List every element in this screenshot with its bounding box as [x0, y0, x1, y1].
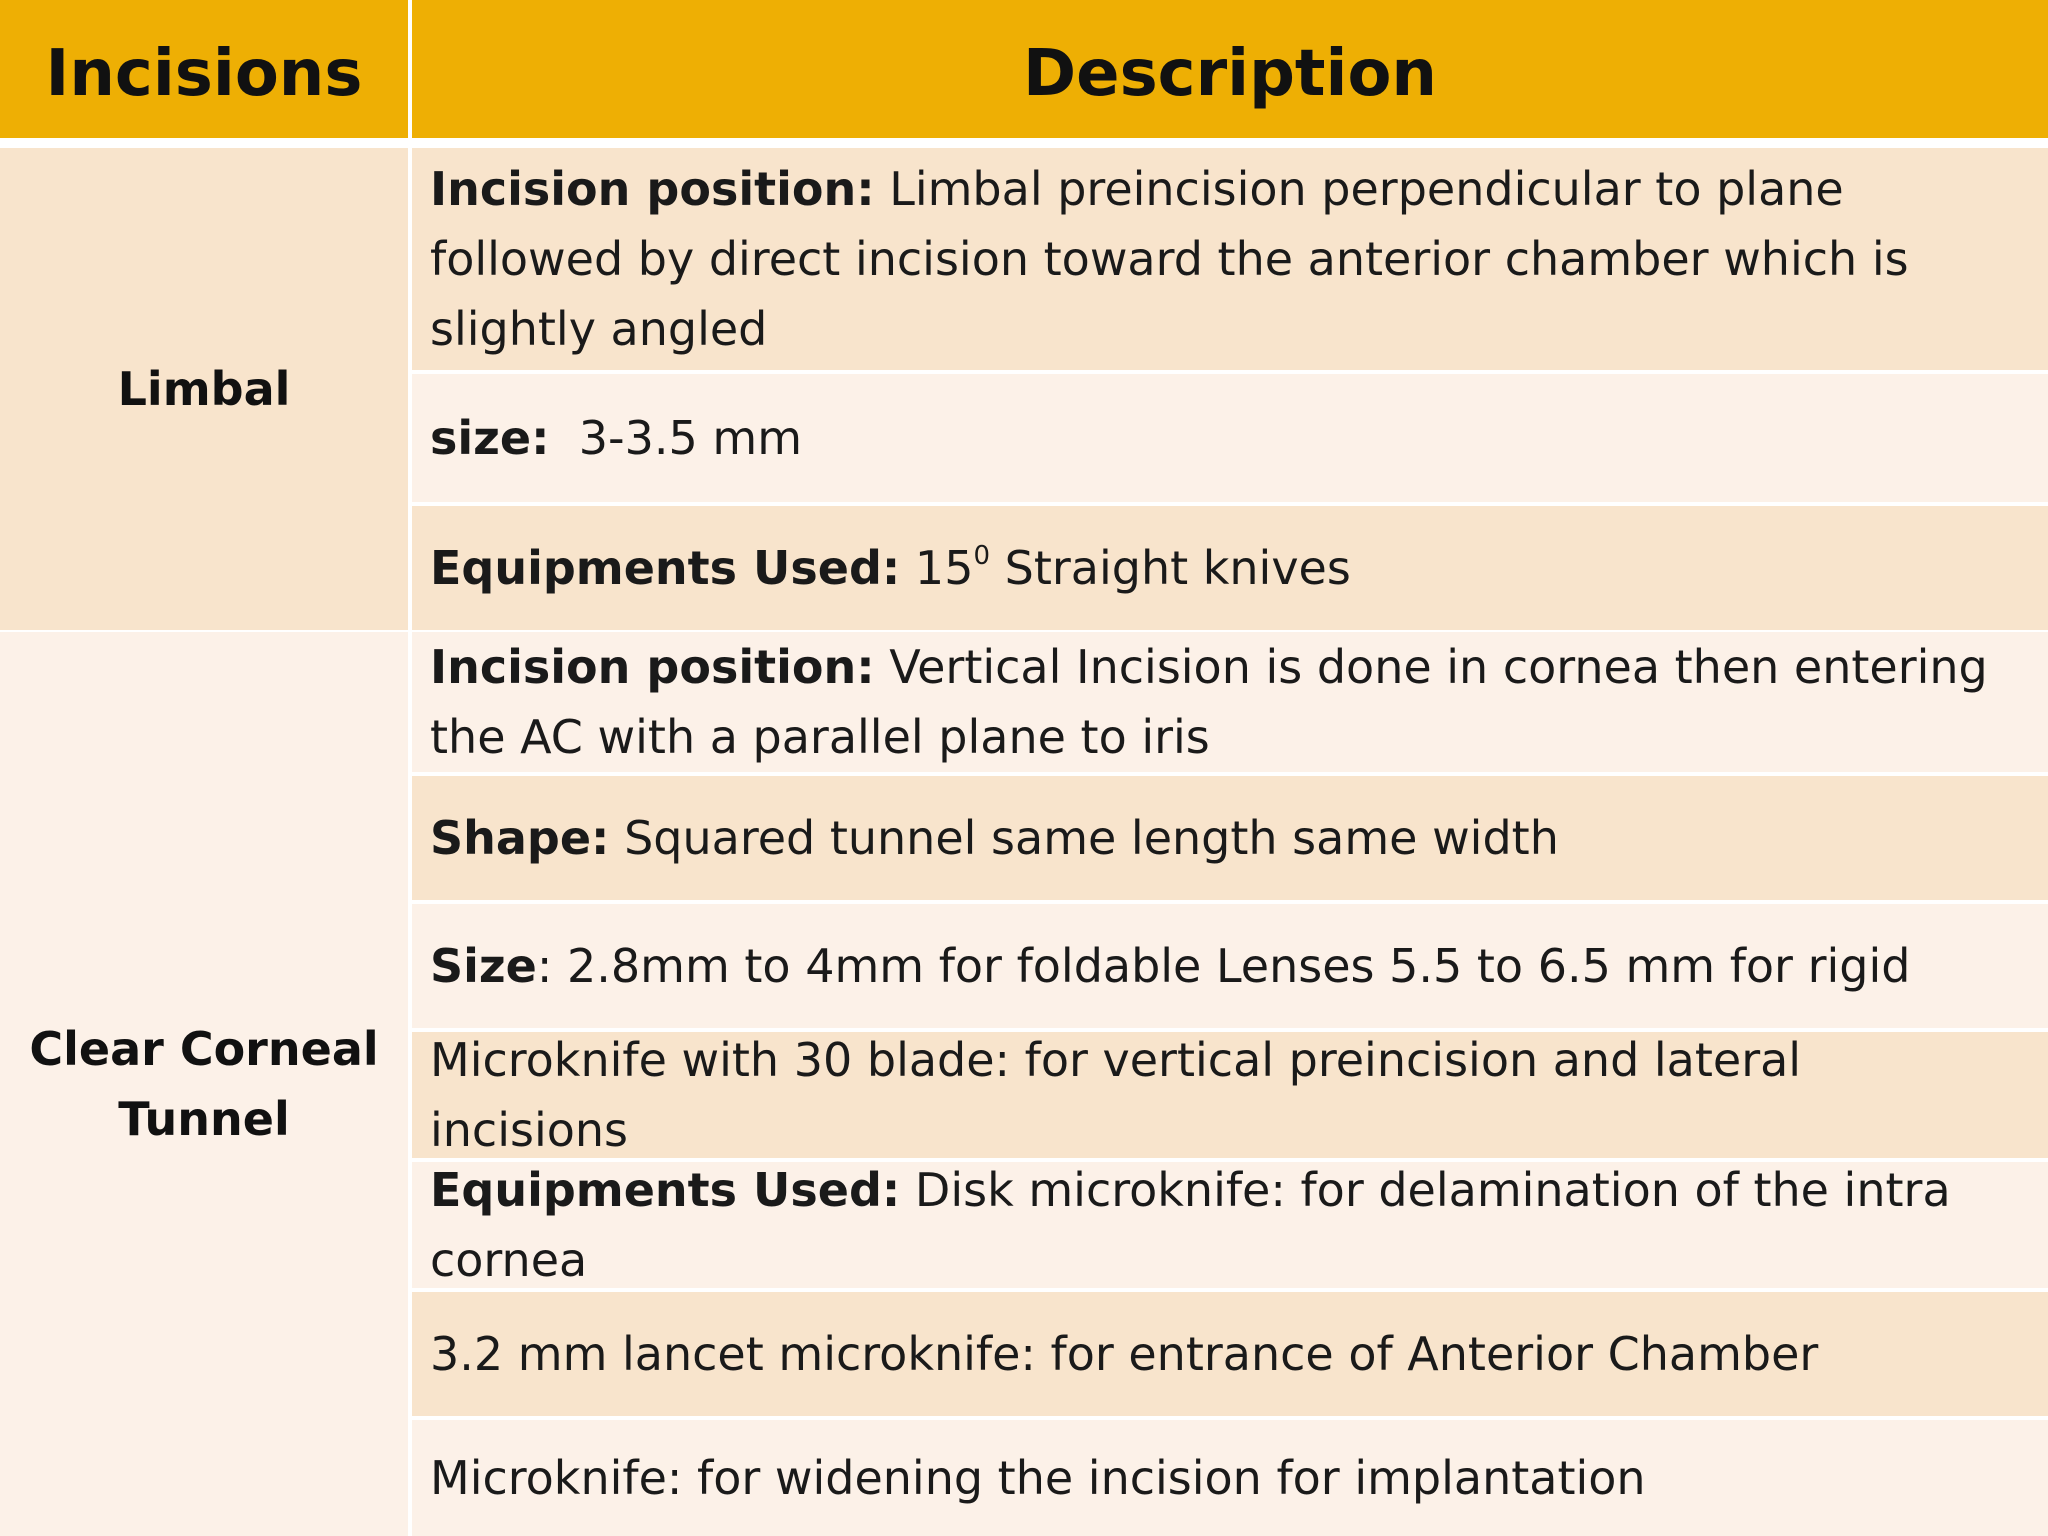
limbal-equipment-text — [430, 533, 1351, 603]
row-value: Vertical Incision is done in cornea then entering the AC with a parallel plane to iris — [430, 640, 1988, 764]
row-value: 15 — [900, 541, 974, 595]
ccl-equipment-text — [430, 1155, 2008, 1295]
ccl-incision-position-text — [430, 632, 2008, 772]
row-label: Incision position: — [430, 640, 875, 694]
degree-superscript: 0 — [973, 541, 991, 571]
ccl-microknife-30-row — [412, 1032, 2048, 1158]
row-value: Limbal preincision perpendicular to plane followed by direct incision toward the anterior chamber which is slightly angled — [430, 162, 1909, 356]
row-value: Disk microknife: for delamination of the intra cornea — [430, 1163, 1951, 1287]
row-label: Incision position: — [430, 162, 875, 216]
ccl-widening-row — [412, 1420, 2048, 1536]
row-value: Squared tunnel same length same width — [609, 811, 1559, 865]
ccl-incision-position-row — [412, 632, 2048, 772]
limbal-equipment-row — [412, 506, 2048, 630]
category-limbal-label: Limbal — [117, 362, 291, 416]
ccl-lancet-row — [412, 1292, 2048, 1416]
ccl-shape-row — [412, 776, 2048, 900]
category-clear-corneal-tunnel — [0, 632, 408, 1536]
category-line-2: Tunnel — [118, 1092, 290, 1146]
category-limbal — [0, 148, 408, 630]
row-label: Shape: — [430, 811, 610, 865]
limbal-incision-position-text — [430, 154, 2008, 364]
limbal-size-row — [412, 374, 2048, 502]
ccl-shape-text — [430, 803, 1559, 873]
ccl-widening-text: Microknife: for widening the incision for implantation — [430, 1451, 1646, 1505]
row-label: Equipments Used: — [430, 541, 901, 595]
row-value-2: Straight knives — [990, 541, 1351, 595]
row-value: : 2.8mm to 4mm for foldable Lenses 5.5 to 6.5 mm for rigid — [536, 939, 1911, 993]
row-label: Equipments Used: — [430, 1163, 901, 1217]
ccl-size-text — [430, 931, 1910, 1001]
limbal-size-text — [430, 403, 802, 473]
row-label: size: — [430, 411, 550, 465]
limbal-incision-position-row — [412, 148, 2048, 370]
ccl-lancet-text: 3.2 mm lancet microknife: for entrance of Anterior Chamber — [430, 1327, 1819, 1381]
row-label: Size — [430, 939, 537, 993]
header-description: Description — [412, 0, 2048, 138]
category-line-1: Clear Corneal — [29, 1022, 379, 1076]
ccl-size-row — [412, 904, 2048, 1028]
ccl-microknife-30-text: Microknife with 30 blade: for vertical preincision and lateral incisions — [430, 1033, 1802, 1157]
ccl-equipment-row — [412, 1162, 2048, 1288]
row-value: 3-3.5 mm — [549, 411, 803, 465]
header-incisions: Incisions — [0, 0, 408, 138]
